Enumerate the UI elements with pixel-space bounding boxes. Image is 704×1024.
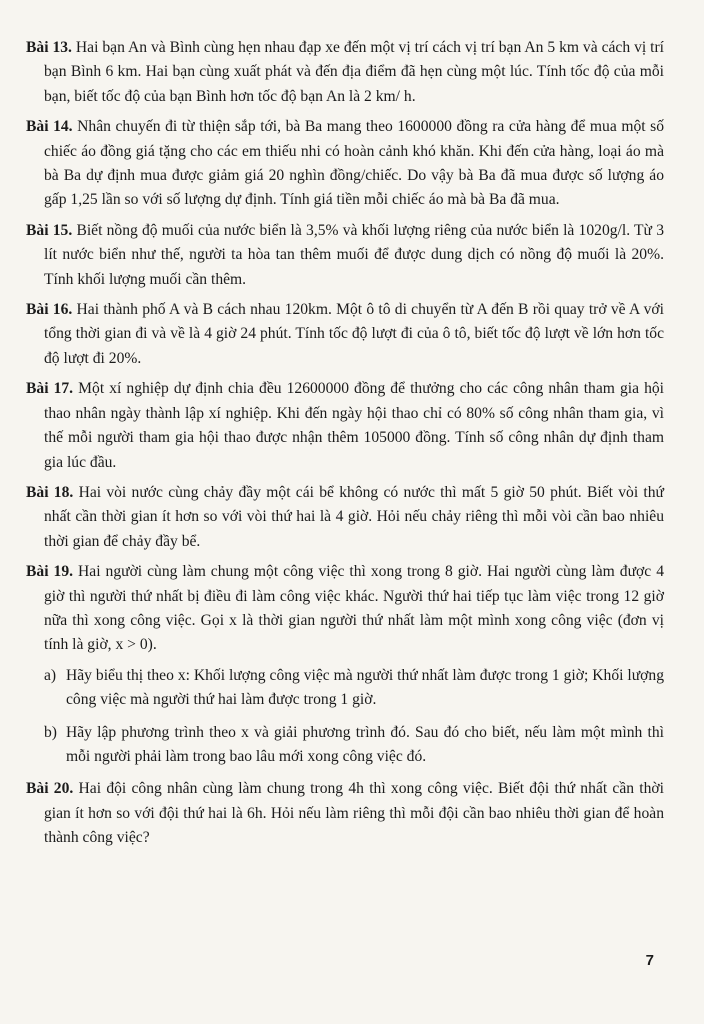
problem-number: Bài 20. <box>26 780 74 798</box>
part-label: a) <box>44 666 57 684</box>
problem-number: Bài 18. <box>26 483 74 501</box>
problem-text: Hai đội công nhân cùng làm chung trong 4h thì xong công việc. Biết đội thứ nhất cần thời gian ít hơn so với đội thứ hai là 6h. Hỏi nếu làm riêng thì mỗi đội cần bao nhiêu thời gian để hoàn thành công việc? <box>44 780 665 847</box>
part-text: Hãy biểu thị theo x: Khối lượng công việc mà người thứ nhất làm được trong 1 giờ; Khối lượng công việc mà người thứ hai làm được trong 1 giờ. <box>66 666 664 709</box>
problem-19-part-b <box>44 721 664 770</box>
problem-number: Bài 19. <box>26 563 74 581</box>
problem-20 <box>26 777 664 850</box>
problem-14 <box>26 115 664 213</box>
problem-text: Nhân chuyến đi từ thiện sắp tới, bà Ba mang theo 1600000 đồng ra cửa hàng để mua một số chiếc áo đồng giá tặng cho các em thiếu nhi có hoàn cảnh khó khăn. Khi đến cửa hàng, loại áo mà bà Ba dự định mua được giảm giá 20 nghìn đồng/chiếc. Do vậy bà Ba đã mua được số lượng áo gấp 1,25 lần so với số lượng dự định. Tính giá tiền mỗi chiếc áo mà bà Ba đã mua. <box>44 118 664 209</box>
part-label: b) <box>44 723 57 741</box>
problem-text: Hai vòi nước cùng chảy đầy một cái bể không có nước thì mất 5 giờ 50 phút. Biết vòi thứ nhất cần thời gian ít hơn so với vòi thứ hai là 4 giờ. Hỏi nếu chảy riêng thì mỗi vòi cần bao nhiêu thời gian để chảy đầy bể. <box>44 483 664 550</box>
problem-number: Bài 13. <box>26 39 72 56</box>
problem-number: Bài 15. <box>26 221 73 239</box>
problem-19-part-a <box>44 664 664 713</box>
problem-text: Hai bạn An và Bình cùng hẹn nhau đạp xe đến một vị trí cách vị trí bạn An 5 km và cách vị trí bạn Bình 6 km. Hai bạn cùng xuất phát và đến địa điểm đã hẹn cùng một lúc. Tính tốc độ của mỗi bạn, biết tốc độ của bạn Bình hơn tốc độ bạn An là 2 km/ h. <box>44 39 665 105</box>
problem-16 <box>26 298 664 371</box>
problem-17 <box>26 377 664 475</box>
problem-number: Bài 17. <box>26 380 74 398</box>
problem-13 <box>26 36 664 109</box>
problem-15 <box>26 219 664 292</box>
part-text: Hãy lập phương trình theo x và giải phương trình đó. Sau đó cho biết, nếu làm một mình thì mỗi người phải làm trong bao lâu mới xong công việc đó. <box>66 723 664 765</box>
problem-18 <box>26 481 664 554</box>
problem-19 <box>26 560 664 658</box>
problem-text: Một xí nghiệp dự định chia đều 12600000 đồng để thưởng cho các công nhân tham gia hội thao nhân ngày thành lập xí nghiệp. Khi đến ngày hội thao chỉ có 80% số công nhân tham gia, vì thế mỗi người tham gia hội thao được nhận thêm 105000 đồng. Tính số công nhân dự định tham gia lúc đầu. <box>44 380 664 471</box>
problem-text: Biết nồng độ muối của nước biển là 3,5% và khối lượng riêng của nước biển là 1020g/l. Từ 3 lít nước biển như thế, người ta hòa tan thêm muối để được dung dịch có nồng độ muối là 20%. Tính khối lượng muối cần thêm. <box>44 221 664 288</box>
problem-text: Hai người cùng làm chung một công việc thì xong trong 8 giờ. Hai người cùng làm được 4 giờ thì người thứ nhất bị điều đi làm công việc khác. Người thứ hai tiếp tục làm việc trong 12 giờ nữa thì xong công việc. Gọi x là thời gian người thứ nhất làm một mình xong công việc (đơn vị tính là giờ, x > 0). <box>44 563 665 654</box>
problem-text: Hai thành phố A và B cách nhau 120km. Một ô tô di chuyển từ A đến B rồi quay trở về A với tổng thời gian đi và về là 4 giờ 24 phút. Tính tốc độ lượt đi của ô tô, biết tốc độ lượt về lớn hơn tốc độ lượt đi 20%. <box>44 301 665 367</box>
problem-number: Bài 14. <box>26 118 73 136</box>
problem-number: Bài 16. <box>26 301 73 319</box>
page-number: 7 <box>645 952 654 969</box>
